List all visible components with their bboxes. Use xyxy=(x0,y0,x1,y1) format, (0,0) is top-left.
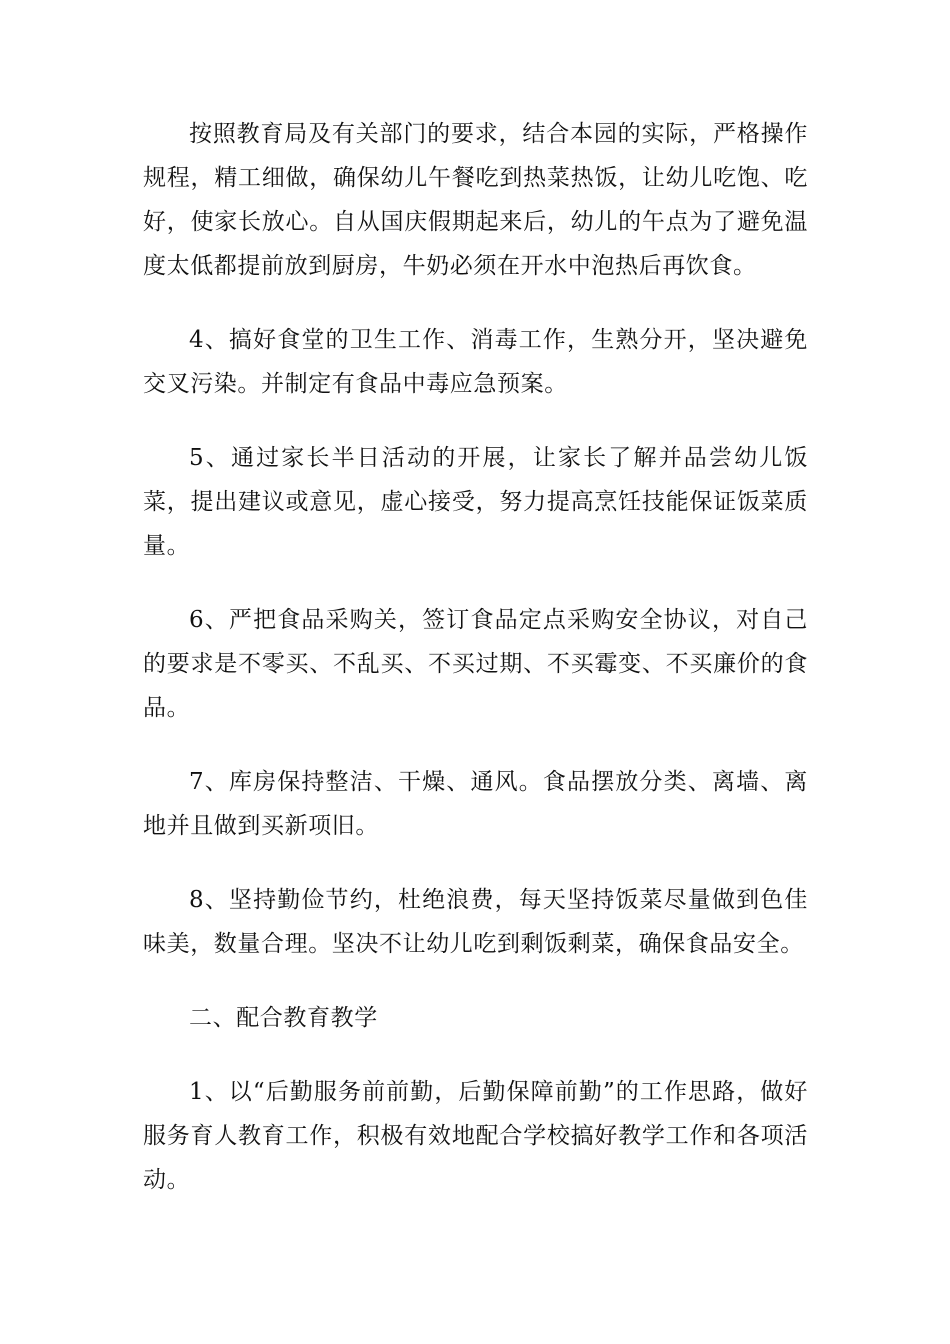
paragraph-item-7-storage: 7、库房保持整洁、干燥、通风。食品摆放分类、离墙、离地并且做到买新项旧。 xyxy=(143,769,808,839)
document-body xyxy=(143,112,808,1232)
paragraph-item-8-thrift: 8、坚持勤俭节约，杜绝浪费，每天坚持饭菜尽量做到色佳味美，数量合理。坚决不让幼儿吃到剩饭剩菜，确保食品安全。 xyxy=(143,887,808,957)
section-heading-teaching-support: 二、配合教育教学 xyxy=(189,1005,378,1031)
paragraph-item-5-parents: 5、通过家长半日活动的开展，让家长了解并品尝幼儿饭菜，提出建议或意见，虚心接受，努力提高烹饪技能保证饭菜质量。 xyxy=(143,445,808,559)
paragraph-food-requirements: 按照教育局及有关部门的要求，结合本园的实际，严格操作规程，精工细做，确保幼儿午餐吃到热菜热饭，让幼儿吃饱、吃好，使家长放心。自从国庆假期起来后，幼儿的午点为了避免温度太低都提前放到厨房，牛奶必须在开水中泡热后再饮食。 xyxy=(143,121,808,279)
paragraph-item-1-service: 1、以“后勤服务前前勤，后勤保障前勤”的工作思路，做好服务育人教育工作，积极有效地配合学校搞好教学工作和各项活动。 xyxy=(143,1079,808,1193)
paragraph-item-6-purchasing: 6、严把食品采购关，签订食品定点采购安全协议，对自己的要求是不零买、不乱买、不买过期、不买霉变、不买廉价的食品。 xyxy=(143,607,808,721)
paragraph-item-4-hygiene: 4、搞好食堂的卫生工作、消毒工作，生熟分开，坚决避免交叉污染。并制定有食品中毒应急预案。 xyxy=(143,327,808,397)
